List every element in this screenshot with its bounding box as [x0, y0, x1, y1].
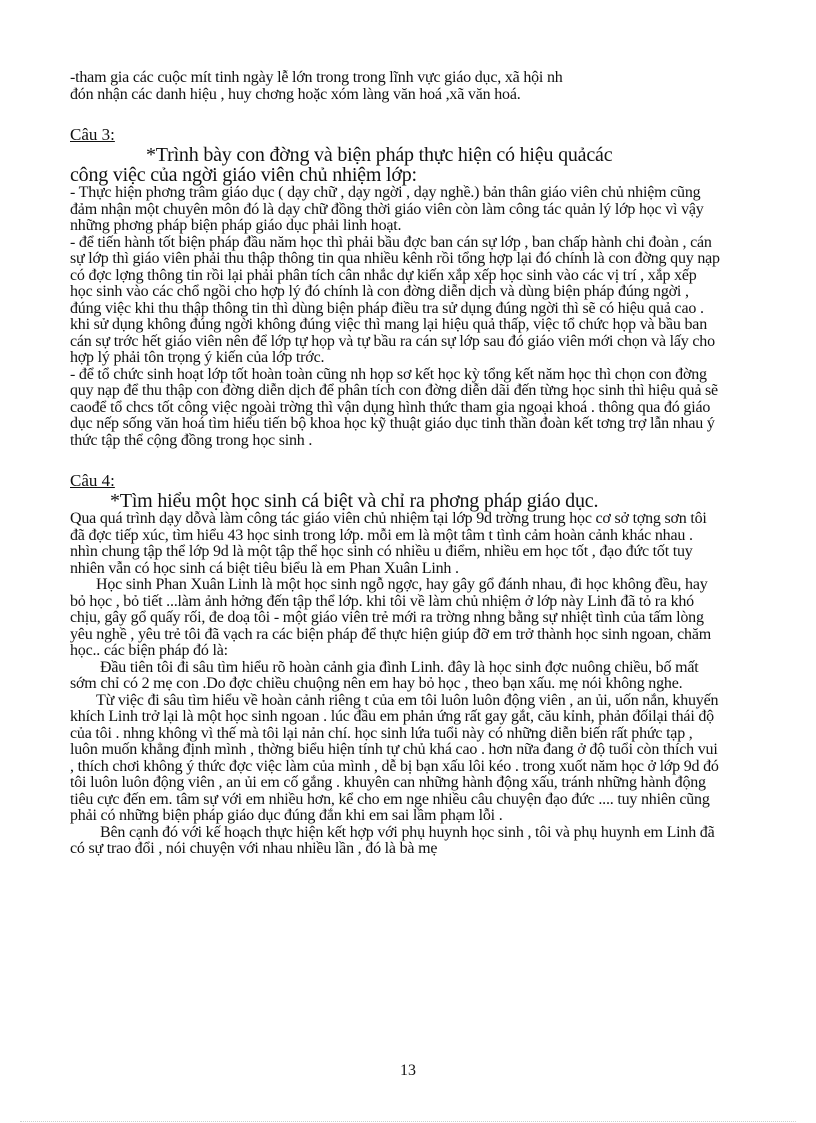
- question-4-label: Câu 4:: [70, 471, 115, 490]
- question-3-label: Câu 3:: [70, 125, 115, 144]
- question-4-paragraph: Học sinh Phan Xuân Linh là một học sinh ngỗ ngợc, hay gây gổ đánh nhau, đi học không đều, hay bỏ học , bỏ tiết ...làm ảnh hởng đến tập thể lớp. khi tôi về làm chủ nhiệm ở lớp này Linh đã tỏ ra khó chịu, gây gổ quấy rối, đe doạ tôi - một giáo viên trẻ mới ra trờng nhng bằng sự nhiệt tình của tấm lòng yêu nghề , yêu trẻ tôi đã vạch ra các biện pháp để thực hiện giúp đỡ em trở thành học sinh ngoan, chăm học.. các biện pháp đó là:: [70, 576, 711, 659]
- question-4-paragraph: Đầu tiên tôi đi sâu tìm hiểu rõ hoàn cảnh gia đình Linh. đây là học sinh đợc nuông chiều, bố mất sớm chỉ có 2 mẹ con .Do đợc chiều chuộng nên em hay bỏ học , theo bạn xấu. mẹ nói không nghe.: [70, 658, 699, 692]
- question-3-paragraph: - để tổ chức sinh hoạt lớp tốt hoàn toàn cũng nh họp sơ kết học kỳ tổng kết năm học thì chọn con đờng quy nạp để thu thập con đờng diễn dịch để phân tích con đờng diễn dãi đến từng học sinh thì hiệu quả sẽ caođể tổ chcs tốt công việc ngoài trờng thì vận dụng hình thức tham gia ngoại khoá . thông qua đó giáo dục nếp sống văn hoá tìm hiểu tiến bộ khoa học kỹ thuật giáo dục tinh thần đoàn kết tơng trợ lẫn nhau ý thức tập thể cộng đồng trong học sinh .: [70, 365, 718, 449]
- question-3-title-line-2: công việc của ngời giáo viên chủ nhiệm lớp:: [70, 164, 417, 186]
- question-4-paragraph: Bên cạnh đó với kế hoạch thực hiện kết hợp với phụ huynh học sinh , tôi và phụ huynh em Linh đã có sự trao đổi , nói chuyện với nhau nhiều lần , đó là bà mẹ: [70, 823, 715, 857]
- question-3-paragraph: - để tiến hành tốt biện pháp đầu năm học thì phải bầu đợc ban cán sự lớp , ban chấp hành chi đoàn , cán sự lớp thì giáo viên phải thu thập thông tin qua nhiều kênh rồi tổng hợp lại đó chính là con đờng quy nạp có đợc lợng thông tin rồi lại phải phân tích cân nhắc dự kiến xắp xếp học sinh vào các vị trí , xắp xếp học sinh vào các chổ ngồi cho hợp lý đó chính là con đờng diễn dịch và dùng biện pháp đúng ngời , đúng việc khi thu thập thông tin thì dùng biện pháp điều tra sử dụng đúng ngời thì sẽ có hiệu quả cao . khi sử dụng không đúng ngời không đúng việc thì mang lại hiệu quả thấp, việc tổ chức họp và bầu ban cán sự trớc hết giáo viên nên để lớp tự họp và tự bầu ra cán sự lớp sau đó giáo viên mới chọn và lấy cho hợp lý phải tôn trọng ý kiến của lớp trớc.: [70, 233, 720, 366]
- intro-line-2: đón nhận các danh hiệu , huy chơng hoặc xóm làng văn hoá ,xã văn hoá.: [70, 85, 521, 103]
- document-page: [70, 70, 720, 858]
- footer-divider: [20, 1121, 796, 1122]
- question-4-title: *Tìm hiểu một học sinh cá biệt và chỉ ra phơng pháp giáo dục.: [110, 490, 599, 512]
- question-3-section: [70, 103, 720, 449]
- question-4-paragraph: Từ việc đi sâu tìm hiểu về hoàn cảnh riêng t của em tôi luôn luôn động viên , an ủi, uốn nắn, khuyến khích Linh trở lại là một học sinh ngoan . lúc đầu em phản ứng rất gay gắt, cău kỉnh, phản đốilại thái độ của tôi . nhng không vì thế mà tôi lại nản chí. học sinh lứa tuổi này có những diễn biến rất phức tạp , luôn muốn khẳng định mình , thờng biểu hiện tính tự chủ khá cao . hơn nữa đang ở độ tuổi còn thích vui , thích chơi không ý thức đợc việc làm của mình , dễ bị bạn xấu lôi kéo . trong xuốt năm học ở lớp 9d đó tôi luôn luôn động viên , an ủi em cố gắng . khuyên can những hành động xấu, tránh những hành động tiêu cực đến em. tâm sự với em nhiều hơn, kể cho em nge nhiều câu chuyện đạo đức .... tuy nhiên cũng phải có những biện pháp giáo dục đúng đắn khi em sai lầm phạm lỗi .: [70, 691, 719, 824]
- question-4-paragraph: Qua quá trình dạy dỗvà làm công tác giáo viên chủ nhiệm tại lớp 9d trờng trung học cơ sở tợng sơn tôi đã đợc tiếp xúc, tìm hiểu 43 học sinh trong lớp. mỗi em là một tâm t tình cảm hoàn cảnh khác nhau . nhìn chung tập thể lớp 9d là một tập thể học sinh có nhiều u điểm, nhiều em học tốt , đạo đức tốt tuy nhiên vẫn có học sinh cá biệt tiêu biểu là em Phan Xuân Linh .: [70, 510, 707, 577]
- question-3-paragraph: - Thực hiện phơng trâm giáo dục ( dạy chữ , dạy ngời , dạy nghề.) bản thân giáo viên chủ nhiệm cũng đảm nhận một chuyên môn đó là dạy chữ đồng thời giáo viên còn làm công tác quản lý lớp học vì vậy những phơng pháp biện pháp giáo dục phải linh hoạt.: [70, 184, 704, 234]
- question-4-section: [70, 449, 720, 858]
- question-3-title-line-1: *Trình bày con đờng và biện pháp thực hiện có hiệu quảcác: [146, 144, 613, 166]
- page-number: 13: [400, 1062, 416, 1079]
- intro-line-1: -tham gia các cuộc mít tinh ngày lễ lớn trong trong lĩnh vực giáo dục, xã hội nh: [70, 69, 563, 86]
